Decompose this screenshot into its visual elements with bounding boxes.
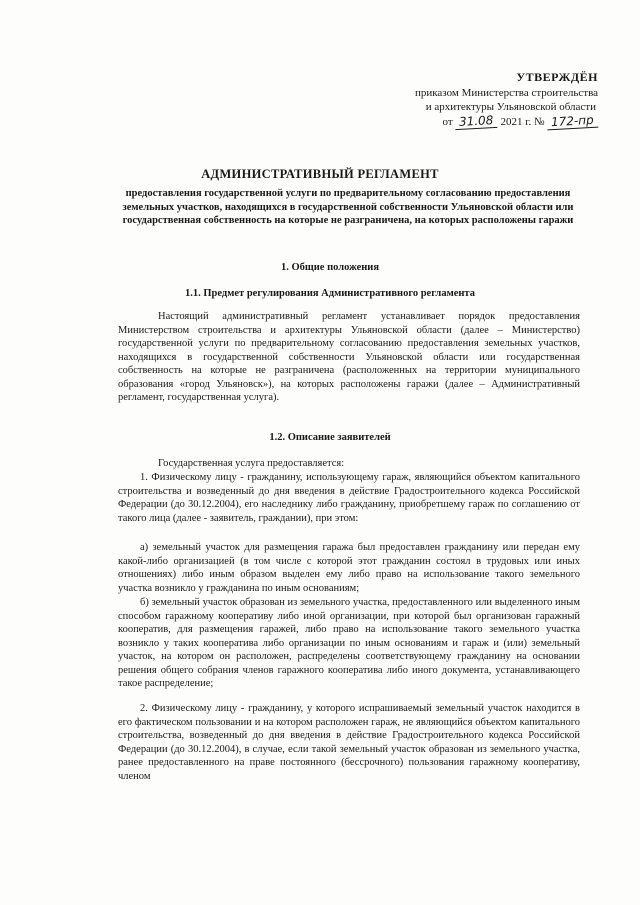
- paragraph-intro: Государственная услуга предоставляется:: [158, 458, 345, 469]
- date-prefix: от: [442, 116, 453, 128]
- approval-date-line: [358, 114, 598, 129]
- section-heading-1-2: 1.2. Описание заявителей: [269, 432, 391, 443]
- document-title: АДМИНИСТРАТИВНЫЙ РЕГЛАМЕНТ: [201, 167, 439, 181]
- year-text: 2021 г. №: [500, 116, 545, 128]
- handwritten-date: 31.08: [455, 113, 498, 130]
- section-heading-1-1: 1.1. Предмет регулирования Административного регламента: [185, 288, 475, 299]
- paragraph-item-2: 2. Физическому лицу - гражданину, у которого испрашиваемый земельный участок находится в его фактическом пользовании и на котором расположен гараж, не являющийся объектом капитального строительства, возведенный до дня введения в действие Градостроительного кодекса Российской Федерации (до 30.12.2004), в случае, если такой земельный участок образован из земельного участка, ранее предоставленного на праве постоянного (бессрочного) пользования гаражному кооперативу, членом: [118, 703, 580, 782]
- paragraph-item-a: а) земельный участок для размещения гаража был предоставлен гражданину или передан ему какой-либо организацией (в том числе с которой этот гражданин состоял в трудовых или иных отношениях) либо иным образом выделен ему либо право на использование такого земельного участка возникло у гражданина по иным основаниям;: [118, 542, 580, 594]
- approval-heading: УТВЕРЖДЁН: [516, 70, 598, 84]
- approval-stamp: [358, 70, 598, 129]
- document-subtitle: предоставления государственной услуги по предварительному согласованию предоставления земельных участков, находящихся в государственной собственности Ульяновской области или государственная собственность на которые не разграничена, на которых расположены гаражи: [122, 188, 574, 226]
- handwritten-number: 172-пр: [547, 113, 598, 131]
- approval-line-2: и архитектуры Ульяновской области: [425, 101, 596, 113]
- paragraph-subject: Настоящий административный регламент устанавливает порядок предоставления Министерством строительства и архитектуры Ульяновской области (далее – Министерство) государственной услуги по предварительному согласованию предоставления земельных участков, находящихся в государственной собственности Ульяновской области или государственная собственность на которые не разграничена (расположенных на территории муниципального образования «город Ульяновск»), на которых расположены гаражи (далее – Административный регламент, государственная услуга).: [118, 311, 580, 403]
- paragraph-item-1: 1. Физическому лицу - гражданину, использующему гараж, являющийся объектом капитального строительства и возведенный до дня введения в действие Градостроительного кодекса Российской Федерации (до 30.12.2004), его наследнику либо гражданину, приобретшему гараж по соглашению от такого лица (далее - заявитель, граждании), при этом:: [118, 472, 580, 524]
- approval-line-1: приказом Министерства строительства: [414, 87, 598, 99]
- paragraph-item-b: б) земельный участок образован из земельного участка, предоставленного или выделенного иным способом гаражному кооперативу либо иной организации, при которой был организован гаражный кооператив, для размещения гаражей, либо право на использование такого земельного участка возникло у таких кооператива либо организации по иным основаниям и гараж и (или) земельный участок, на котором он расположен, распределены соответствующему гражданину на основании решения общего собрания членов гаражного кооператива либо иного документа, устанавливающего такое распределение;: [118, 597, 580, 689]
- section-heading-1: 1. Общие положения: [280, 262, 380, 273]
